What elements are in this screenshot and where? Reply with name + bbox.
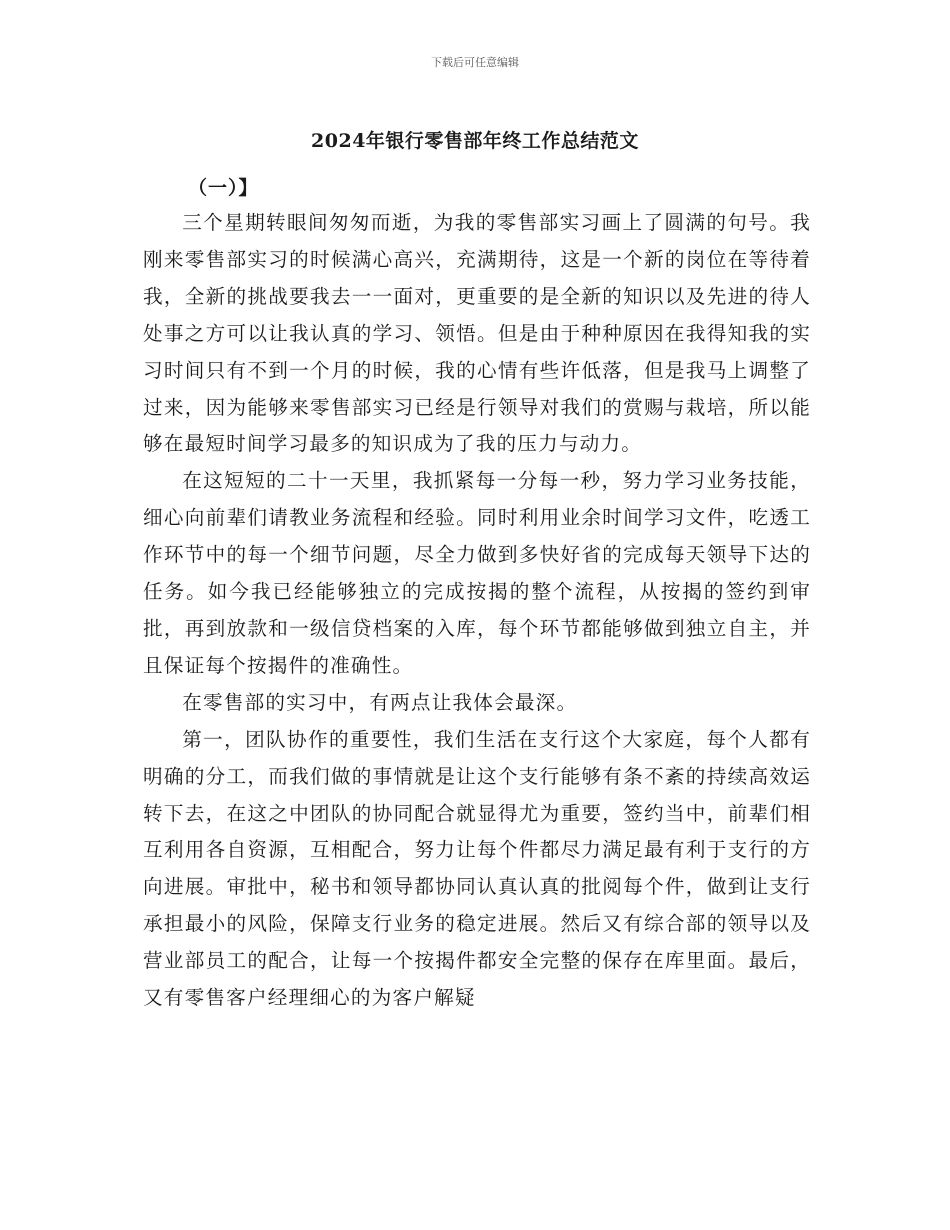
header-note: 下载后可任意编辑 — [431, 56, 519, 69]
paragraph-3: 在零售部的实习中，有两点让我体会最深。 — [182, 690, 578, 714]
document-body — [143, 205, 811, 1017]
paragraph-2: 在这短短的二十一天里，我抓紧每一分每一秒，努力学习业务技能，细心向前辈们请教业务流程和经验。同时利用业余时间学习文件，吃透工作环节中的每一个细节问题，尽全力做到多快好省的完成每天领导下达的任务。如今我已经能够独立的完成按揭的整个流程，从按揭的签约到审批，再到放款和一级信贷档案的入库，每个环节都能够做到独立自主，并且保证每个按揭件的准确性。 — [143, 469, 811, 677]
paragraph-4: 第一，团队协作的重要性，我们生活在支行这个大家庭，每个人都有明确的分工，而我们做的事情就是让这个支行能够有条不紊的持续高效运转下去，在这之中团队的协同配合就显得尤为重要，签约当中，前辈们相互利用各自资源，互相配合，努力让每个件都尽力满足最有利于支行的方向进展。审批中，秘书和领导都协同认真认真的批阅每个件，做到让支行承担最小的风险，保障支行业务的稳定进展。然后又有综合部的领导以及营业部员工的配合，让每一个按揭件都安全完整的保存在库里面。最后，又有零售客户经理细心的为客户解疑 — [143, 727, 811, 1010]
paragraph-1: 三个星期转眼间匆匆而逝，为我的零售部实习画上了圆满的句号。我刚来零售部实习的时候满心高兴，充满期待，这是一个新的岗位在等待着我，全新的挑战要我去一一面对，更重要的是全新的知识以及先进的待人处事之方可以让我认真的学习、领悟。但是由于种种原因在我得知我的实习时间只有不到一个月的时候，我的心情有些许低落，但是我马上调整了过来，因为能够来零售部实习已经是行领导对我们的赏赐与栽培，所以能够在最短时间学习最多的知识成为了我的压力与动力。 — [143, 211, 811, 456]
section-label: （一）】 — [188, 177, 259, 199]
document-title: 2024年银行零售部年终工作总结范文 — [311, 130, 639, 152]
